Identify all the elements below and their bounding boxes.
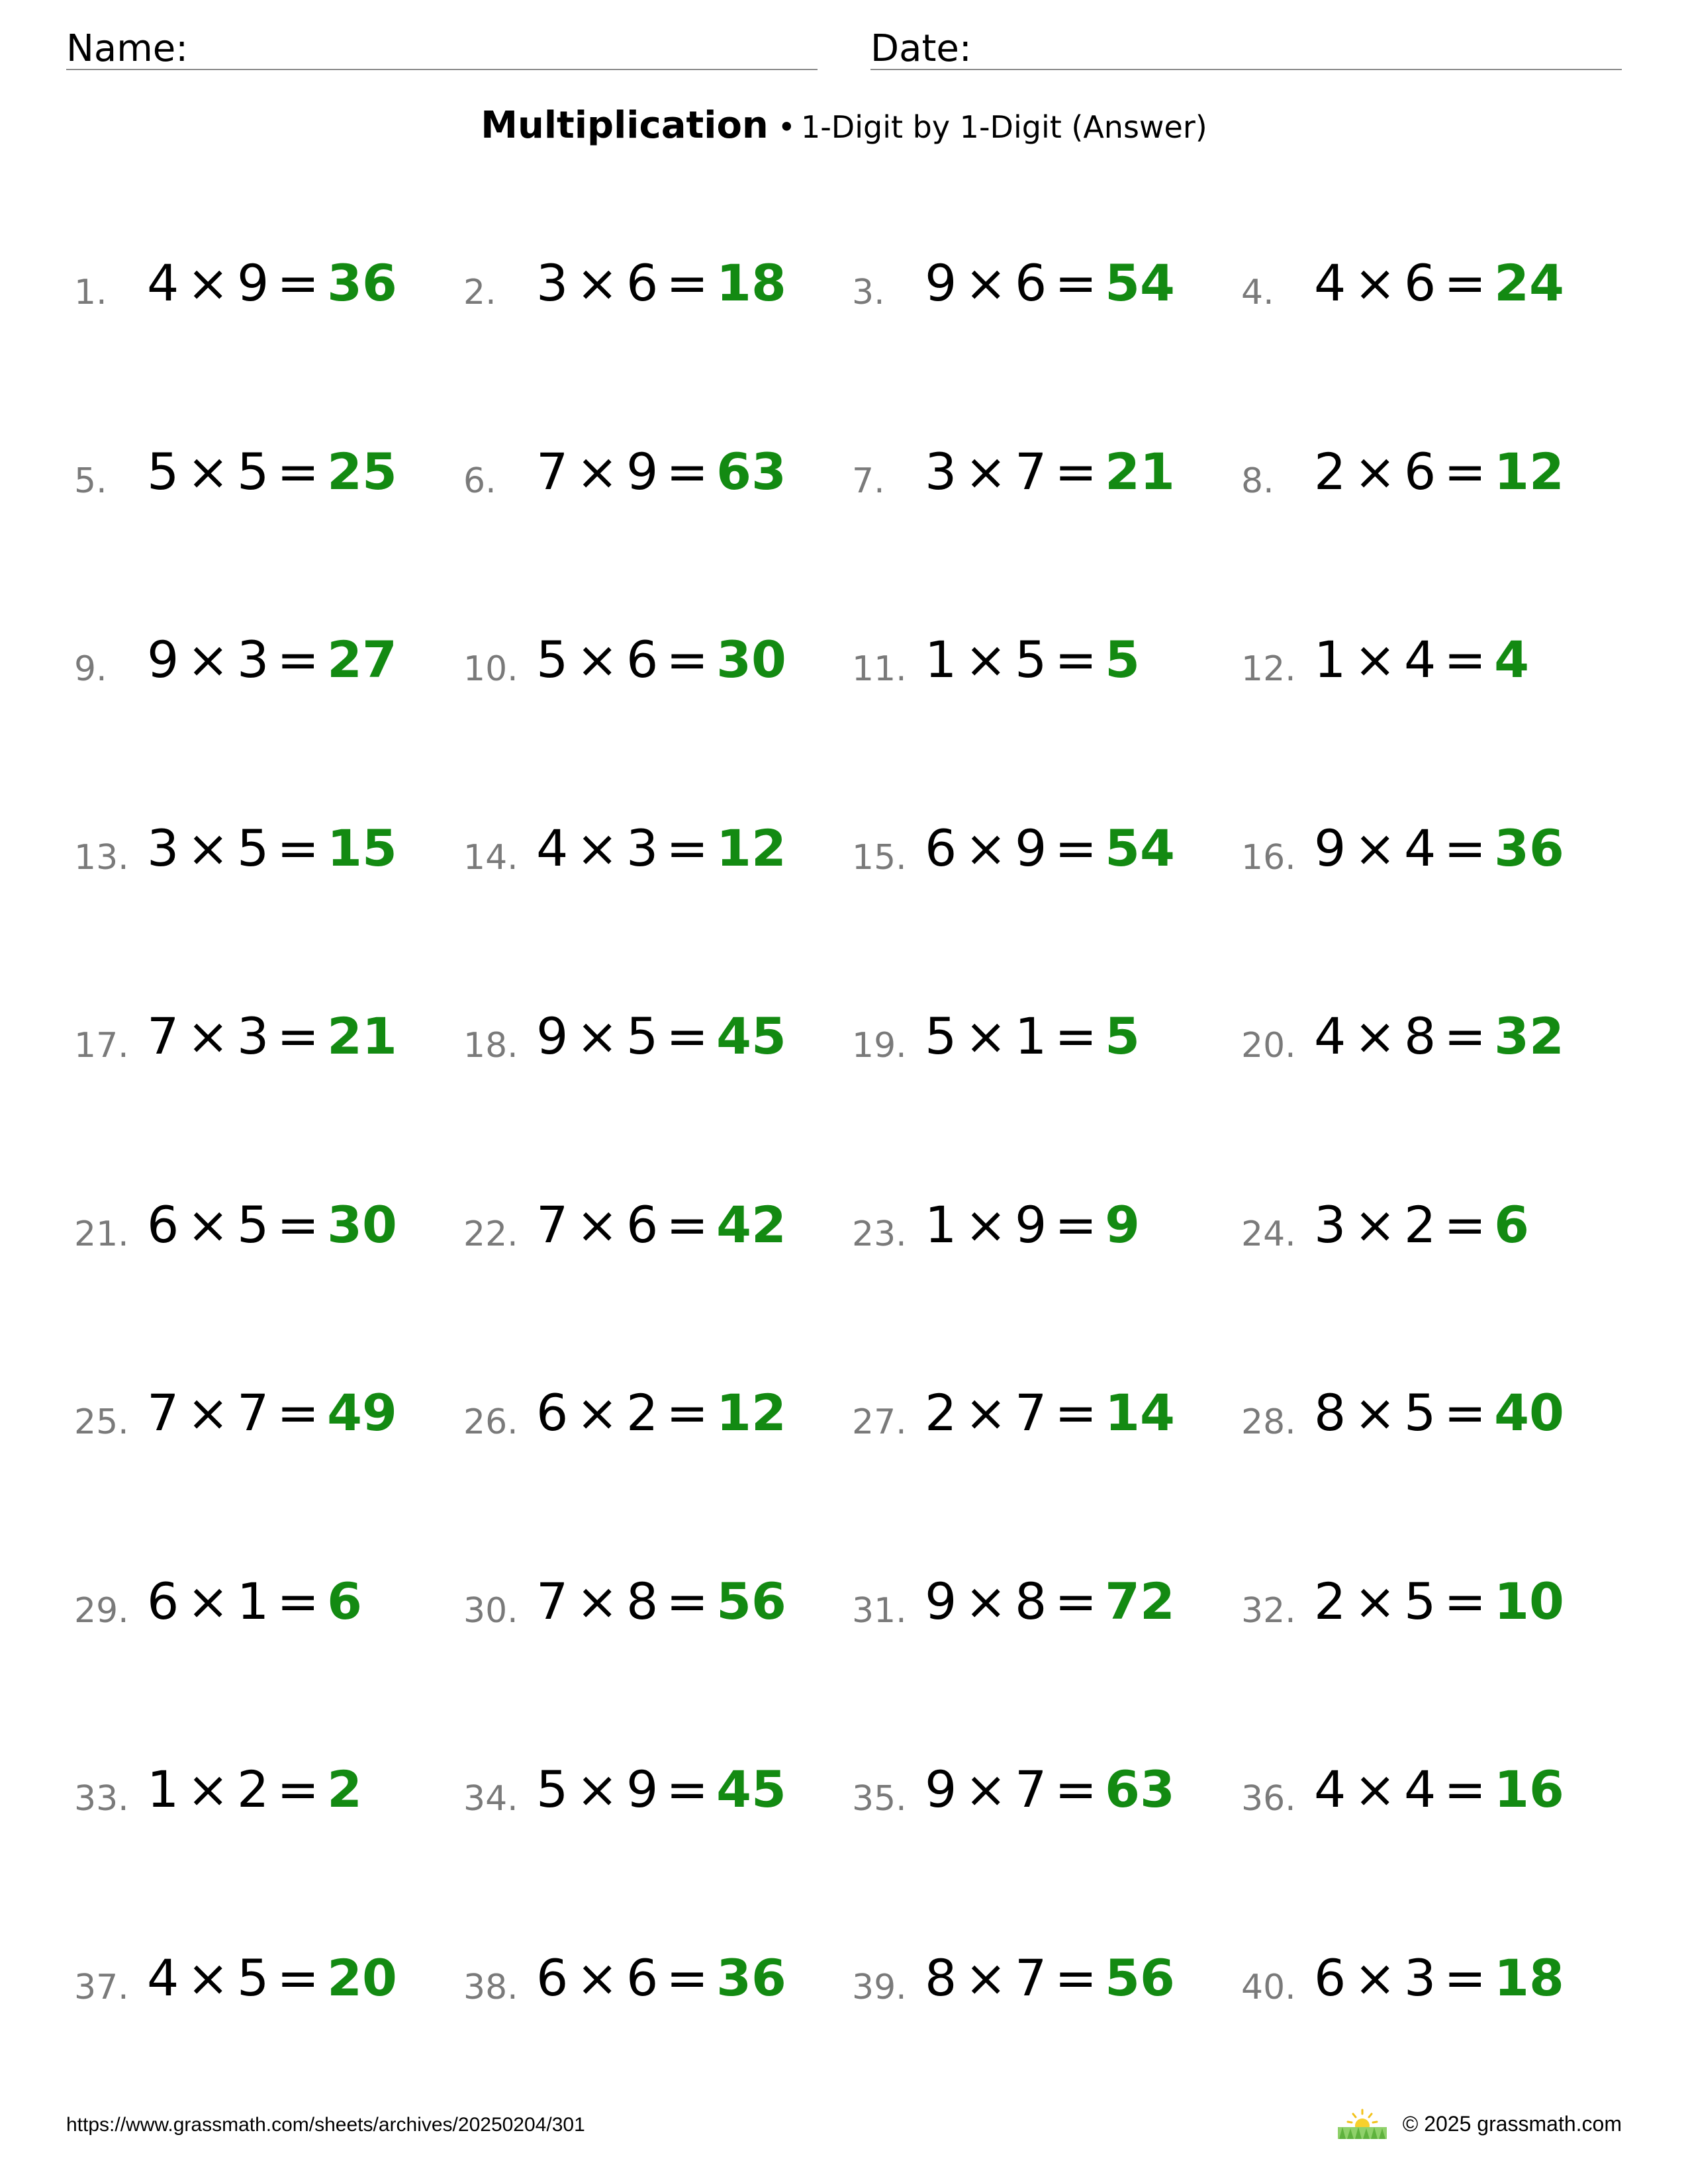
- equals-sign: =: [277, 1572, 320, 1631]
- times-sign: ×: [576, 630, 619, 689]
- equals-sign: =: [277, 442, 320, 501]
- operand-b: 5: [237, 1948, 269, 2007]
- problem-number: 24.: [1241, 1214, 1296, 1254]
- problem-expression: [925, 1948, 1175, 2007]
- operand-a: 9: [925, 253, 957, 312]
- operand-a: 9: [536, 1007, 569, 1066]
- operand-a: 4: [536, 819, 569, 878]
- problem-expression: [1314, 630, 1529, 689]
- answer: 56: [1105, 1948, 1175, 2007]
- times-sign: ×: [187, 442, 230, 501]
- problem-number: 4.: [1241, 273, 1274, 312]
- answer: 15: [327, 819, 397, 878]
- answer: 30: [716, 630, 786, 689]
- operand-a: 5: [536, 1760, 569, 1819]
- answer: 25: [327, 442, 397, 501]
- problem-expression: [925, 1760, 1175, 1819]
- equals-sign: =: [1055, 1572, 1098, 1631]
- problem-number: 28.: [1241, 1402, 1296, 1442]
- problem-expression: [147, 442, 397, 501]
- problem-expression: [147, 1948, 397, 2007]
- problem-expression: [536, 1383, 786, 1442]
- times-sign: ×: [187, 1007, 230, 1066]
- problem-number: 10.: [463, 649, 518, 689]
- operand-b: 6: [626, 253, 659, 312]
- operand-a: 7: [147, 1007, 179, 1066]
- operand-b: 7: [1015, 1383, 1047, 1442]
- operand-a: 1: [925, 630, 957, 689]
- footer-url[interactable]: https://www.grassmath.com/sheets/archives/20250204/301: [66, 2114, 585, 2136]
- times-sign: ×: [187, 1383, 230, 1442]
- answer: 21: [1105, 442, 1175, 501]
- equals-sign: =: [666, 1195, 709, 1254]
- equals-sign: =: [1444, 630, 1487, 689]
- worksheet-title: [0, 104, 1688, 147]
- operand-b: 9: [1015, 819, 1047, 878]
- answer: 54: [1105, 819, 1175, 878]
- operand-a: 6: [147, 1572, 179, 1631]
- times-sign: ×: [1354, 1760, 1397, 1819]
- times-sign: ×: [964, 1007, 1008, 1066]
- answer: 5: [1105, 630, 1140, 689]
- times-sign: ×: [187, 253, 230, 312]
- answer: 30: [327, 1195, 397, 1254]
- times-sign: ×: [576, 1948, 619, 2007]
- equals-sign: =: [1444, 1948, 1487, 2007]
- operand-a: 1: [147, 1760, 179, 1819]
- title-separator: •: [777, 109, 796, 145]
- answer: 4: [1494, 630, 1529, 689]
- problem-number: 8.: [1241, 461, 1274, 501]
- answer: 56: [716, 1572, 786, 1631]
- problem-expression: [925, 442, 1175, 501]
- operand-b: 6: [626, 630, 659, 689]
- equals-sign: =: [666, 819, 709, 878]
- problem-expression: [147, 1760, 362, 1819]
- operand-b: 3: [1404, 1948, 1436, 2007]
- operand-a: 2: [925, 1383, 957, 1442]
- times-sign: ×: [576, 1760, 619, 1819]
- problem-number: 30.: [463, 1591, 518, 1631]
- operand-b: 5: [1404, 1383, 1436, 1442]
- equals-sign: =: [1055, 1383, 1098, 1442]
- problem-number: 13.: [74, 838, 129, 878]
- answer: 21: [327, 1007, 397, 1066]
- problem-expression: [925, 819, 1175, 878]
- operand-a: 4: [1314, 1007, 1346, 1066]
- answer: 14: [1105, 1383, 1175, 1442]
- times-sign: ×: [187, 819, 230, 878]
- operand-b: 5: [1404, 1572, 1436, 1631]
- times-sign: ×: [576, 1572, 619, 1631]
- title-main: Multiplication: [481, 104, 769, 147]
- problem-grid: [0, 253, 1688, 2144]
- operand-b: 3: [237, 630, 269, 689]
- problem-number: 18.: [463, 1026, 518, 1066]
- operand-b: 6: [626, 1948, 659, 2007]
- operand-a: 6: [536, 1948, 569, 2007]
- answer: 18: [1494, 1948, 1564, 2007]
- answer: 6: [327, 1572, 362, 1631]
- operand-b: 1: [237, 1572, 269, 1631]
- operand-a: 6: [147, 1195, 179, 1254]
- answer: 63: [716, 442, 786, 501]
- operand-b: 3: [626, 819, 659, 878]
- problem-number: 22.: [463, 1214, 518, 1254]
- times-sign: ×: [576, 253, 619, 312]
- operand-a: 9: [1314, 819, 1346, 878]
- equals-sign: =: [1055, 1195, 1098, 1254]
- answer: 5: [1105, 1007, 1140, 1066]
- equals-sign: =: [277, 1195, 320, 1254]
- operand-b: 4: [1404, 630, 1436, 689]
- times-sign: ×: [964, 1572, 1008, 1631]
- problem-expression: [1314, 253, 1564, 312]
- equals-sign: =: [277, 1760, 320, 1819]
- times-sign: ×: [1354, 442, 1397, 501]
- equals-sign: =: [666, 1572, 709, 1631]
- answer: 36: [327, 253, 397, 312]
- problem-number: 14.: [463, 838, 518, 878]
- times-sign: ×: [187, 1572, 230, 1631]
- name-field[interactable]: [66, 24, 818, 70]
- equals-sign: =: [1444, 1760, 1487, 1819]
- equals-sign: =: [1444, 1383, 1487, 1442]
- operand-b: 2: [626, 1383, 659, 1442]
- answer: 10: [1494, 1572, 1564, 1631]
- operand-a: 4: [147, 253, 179, 312]
- problem-expression: [925, 1195, 1140, 1254]
- operand-b: 6: [626, 1195, 659, 1254]
- problem-number: 17.: [74, 1026, 129, 1066]
- answer: 36: [716, 1948, 786, 2007]
- times-sign: ×: [576, 819, 619, 878]
- operand-a: 3: [147, 819, 179, 878]
- operand-b: 7: [1015, 1948, 1047, 2007]
- problem-expression: [925, 630, 1140, 689]
- times-sign: ×: [964, 1383, 1008, 1442]
- answer: 63: [1105, 1760, 1175, 1819]
- problem-number: 39.: [852, 1968, 907, 2007]
- equals-sign: =: [666, 1007, 709, 1066]
- problem-expression: [925, 1007, 1140, 1066]
- problem-number: 25.: [74, 1402, 129, 1442]
- operand-b: 7: [1015, 442, 1047, 501]
- problem-number: 23.: [852, 1214, 907, 1254]
- answer: 12: [716, 819, 786, 878]
- times-sign: ×: [1354, 1948, 1397, 2007]
- problem-expression: [147, 630, 397, 689]
- problem-number: 32.: [1241, 1591, 1296, 1631]
- times-sign: ×: [576, 1383, 619, 1442]
- operand-a: 9: [925, 1572, 957, 1631]
- operand-b: 6: [1404, 253, 1436, 312]
- problem-expression: [147, 1383, 397, 1442]
- problem-expression: [536, 1572, 786, 1631]
- problem-expression: [1314, 1195, 1529, 1254]
- equals-sign: =: [1444, 1007, 1487, 1066]
- equals-sign: =: [277, 1948, 320, 2007]
- problem-expression: [536, 253, 786, 312]
- operand-b: 5: [237, 442, 269, 501]
- times-sign: ×: [187, 630, 230, 689]
- times-sign: ×: [964, 253, 1008, 312]
- problem-expression: [536, 1007, 786, 1066]
- equals-sign: =: [1055, 1948, 1098, 2007]
- problem-expression: [1314, 819, 1564, 878]
- equals-sign: =: [666, 630, 709, 689]
- answer: 6: [1494, 1195, 1529, 1254]
- operand-a: 5: [536, 630, 569, 689]
- problem-expression: [536, 1760, 786, 1819]
- problem-expression: [1314, 1948, 1564, 2007]
- date-label: Date:: [870, 27, 972, 70]
- problem-number: 9.: [74, 649, 107, 689]
- operand-a: 3: [536, 253, 569, 312]
- answer: 2: [327, 1760, 362, 1819]
- problem-expression: [536, 1948, 786, 2007]
- equals-sign: =: [1055, 442, 1098, 501]
- problem-number: 38.: [463, 1968, 518, 2007]
- times-sign: ×: [964, 442, 1008, 501]
- operand-a: 8: [925, 1948, 957, 2007]
- times-sign: ×: [964, 630, 1008, 689]
- answer: 49: [327, 1383, 397, 1442]
- equals-sign: =: [1444, 819, 1487, 878]
- problem-number: 16.: [1241, 838, 1296, 878]
- operand-a: 4: [1314, 253, 1346, 312]
- problem-expression: [536, 1195, 786, 1254]
- problem-number: 36.: [1241, 1779, 1296, 1819]
- operand-a: 9: [925, 1760, 957, 1819]
- equals-sign: =: [1055, 819, 1098, 878]
- answer: 54: [1105, 253, 1175, 312]
- problem-number: 11.: [852, 649, 907, 689]
- problem-expression: [147, 819, 397, 878]
- problem-expression: [147, 253, 397, 312]
- copyright-text: © 2025 grassmath.com: [1402, 2112, 1622, 2136]
- operand-b: 6: [1015, 253, 1047, 312]
- equals-sign: =: [666, 442, 709, 501]
- operand-a: 7: [536, 1195, 569, 1254]
- operand-b: 9: [626, 442, 659, 501]
- times-sign: ×: [1354, 1572, 1397, 1631]
- problem-expression: [536, 819, 786, 878]
- operand-a: 4: [147, 1948, 179, 2007]
- operand-b: 6: [1404, 442, 1436, 501]
- problem-number: 40.: [1241, 1968, 1296, 2007]
- equals-sign: =: [1444, 442, 1487, 501]
- problem-number: 26.: [463, 1402, 518, 1442]
- operand-b: 2: [1404, 1195, 1436, 1254]
- times-sign: ×: [964, 819, 1008, 878]
- operand-b: 7: [237, 1383, 269, 1442]
- times-sign: ×: [964, 1948, 1008, 2007]
- equals-sign: =: [1444, 1195, 1487, 1254]
- problem-number: 27.: [852, 1402, 907, 1442]
- operand-a: 8: [1314, 1383, 1346, 1442]
- operand-b: 4: [1404, 819, 1436, 878]
- equals-sign: =: [1055, 1760, 1098, 1819]
- operand-b: 5: [237, 819, 269, 878]
- answer: 24: [1494, 253, 1564, 312]
- problem-number: 6.: [463, 461, 496, 501]
- answer: 18: [716, 253, 786, 312]
- operand-a: 1: [1314, 630, 1346, 689]
- answer: 20: [327, 1948, 397, 2007]
- times-sign: ×: [1354, 630, 1397, 689]
- operand-a: 7: [536, 442, 569, 501]
- operand-a: 7: [536, 1572, 569, 1631]
- operand-b: 9: [1015, 1195, 1047, 1254]
- equals-sign: =: [1444, 1572, 1487, 1631]
- problem-expression: [925, 253, 1175, 312]
- equals-sign: =: [666, 253, 709, 312]
- operand-a: 6: [536, 1383, 569, 1442]
- problem-number: 35.: [852, 1779, 907, 1819]
- answer: 72: [1105, 1572, 1175, 1631]
- equals-sign: =: [1055, 253, 1098, 312]
- answer: 16: [1494, 1760, 1564, 1819]
- equals-sign: =: [666, 1760, 709, 1819]
- operand-b: 5: [626, 1007, 659, 1066]
- problem-expression: [147, 1572, 362, 1631]
- problem-expression: [536, 630, 786, 689]
- equals-sign: =: [1055, 1007, 1098, 1066]
- footer-brand: [1336, 2109, 1622, 2139]
- problem-expression: [1314, 442, 1564, 501]
- answer: 32: [1494, 1007, 1564, 1066]
- problem-number: 21.: [74, 1214, 129, 1254]
- problem-expression: [1314, 1760, 1564, 1819]
- problem-expression: [1314, 1572, 1564, 1631]
- operand-a: 3: [925, 442, 957, 501]
- problem-number: 33.: [74, 1779, 129, 1819]
- operand-a: 5: [147, 442, 179, 501]
- operand-b: 7: [1015, 1760, 1047, 1819]
- equals-sign: =: [1444, 253, 1487, 312]
- problem-number: 19.: [852, 1026, 907, 1066]
- worksheet-header: [66, 24, 1622, 70]
- answer: 45: [716, 1760, 786, 1819]
- operand-a: 7: [147, 1383, 179, 1442]
- operand-a: 3: [1314, 1195, 1346, 1254]
- problem-expression: [147, 1007, 397, 1066]
- problem-number: 3.: [852, 273, 885, 312]
- times-sign: ×: [576, 442, 619, 501]
- date-field[interactable]: [870, 24, 1622, 70]
- equals-sign: =: [666, 1948, 709, 2007]
- name-label: Name:: [66, 27, 189, 70]
- times-sign: ×: [187, 1195, 230, 1254]
- answer: 27: [327, 630, 397, 689]
- problem-number: 2.: [463, 273, 496, 312]
- operand-b: 1: [1015, 1007, 1047, 1066]
- problem-number: 12.: [1241, 649, 1296, 689]
- problem-number: 20.: [1241, 1026, 1296, 1066]
- times-sign: ×: [1354, 253, 1397, 312]
- equals-sign: =: [277, 253, 320, 312]
- operand-a: 6: [1314, 1948, 1346, 2007]
- answer: 40: [1494, 1383, 1564, 1442]
- equals-sign: =: [277, 1007, 320, 1066]
- operand-b: 8: [1015, 1572, 1047, 1631]
- operand-b: 2: [237, 1760, 269, 1819]
- operand-a: 2: [1314, 1572, 1346, 1631]
- answer: 9: [1105, 1195, 1140, 1254]
- times-sign: ×: [187, 1760, 230, 1819]
- problem-number: 37.: [74, 1968, 129, 2007]
- operand-b: 5: [237, 1195, 269, 1254]
- operand-a: 1: [925, 1195, 957, 1254]
- times-sign: ×: [1354, 1007, 1397, 1066]
- problem-number: 7.: [852, 461, 885, 501]
- problem-expression: [147, 1195, 397, 1254]
- problem-number: 1.: [74, 273, 107, 312]
- answer: 45: [716, 1007, 786, 1066]
- problem-expression: [925, 1572, 1175, 1631]
- operand-b: 9: [237, 253, 269, 312]
- answer: 12: [1494, 442, 1564, 501]
- problem-number: 31.: [852, 1591, 907, 1631]
- problem-number: 29.: [74, 1591, 129, 1631]
- grass-sun-logo-icon: [1336, 2109, 1388, 2139]
- answer: 12: [716, 1383, 786, 1442]
- answer: 36: [1494, 819, 1564, 878]
- operand-a: 9: [147, 630, 179, 689]
- operand-b: 9: [626, 1760, 659, 1819]
- times-sign: ×: [964, 1195, 1008, 1254]
- equals-sign: =: [1055, 630, 1098, 689]
- operand-a: 4: [1314, 1760, 1346, 1819]
- problem-expression: [536, 442, 786, 501]
- operand-a: 2: [1314, 442, 1346, 501]
- problem-expression: [1314, 1007, 1564, 1066]
- times-sign: ×: [1354, 819, 1397, 878]
- answer: 42: [716, 1195, 786, 1254]
- times-sign: ×: [187, 1948, 230, 2007]
- times-sign: ×: [1354, 1383, 1397, 1442]
- times-sign: ×: [576, 1195, 619, 1254]
- title-subtitle: 1-Digit by 1-Digit (Answer): [800, 109, 1207, 145]
- operand-b: 8: [1404, 1007, 1436, 1066]
- times-sign: ×: [1354, 1195, 1397, 1254]
- equals-sign: =: [666, 1383, 709, 1442]
- times-sign: ×: [964, 1760, 1008, 1819]
- problem-number: 34.: [463, 1779, 518, 1819]
- operand-a: 5: [925, 1007, 957, 1066]
- times-sign: ×: [576, 1007, 619, 1066]
- problem-number: 15.: [852, 838, 907, 878]
- problem-expression: [925, 1383, 1175, 1442]
- equals-sign: =: [277, 819, 320, 878]
- operand-a: 6: [925, 819, 957, 878]
- operand-b: 3: [237, 1007, 269, 1066]
- operand-b: 5: [1015, 630, 1047, 689]
- operand-b: 4: [1404, 1760, 1436, 1819]
- operand-b: 8: [626, 1572, 659, 1631]
- equals-sign: =: [277, 630, 320, 689]
- problem-number: 5.: [74, 461, 107, 501]
- problem-expression: [1314, 1383, 1564, 1442]
- equals-sign: =: [277, 1383, 320, 1442]
